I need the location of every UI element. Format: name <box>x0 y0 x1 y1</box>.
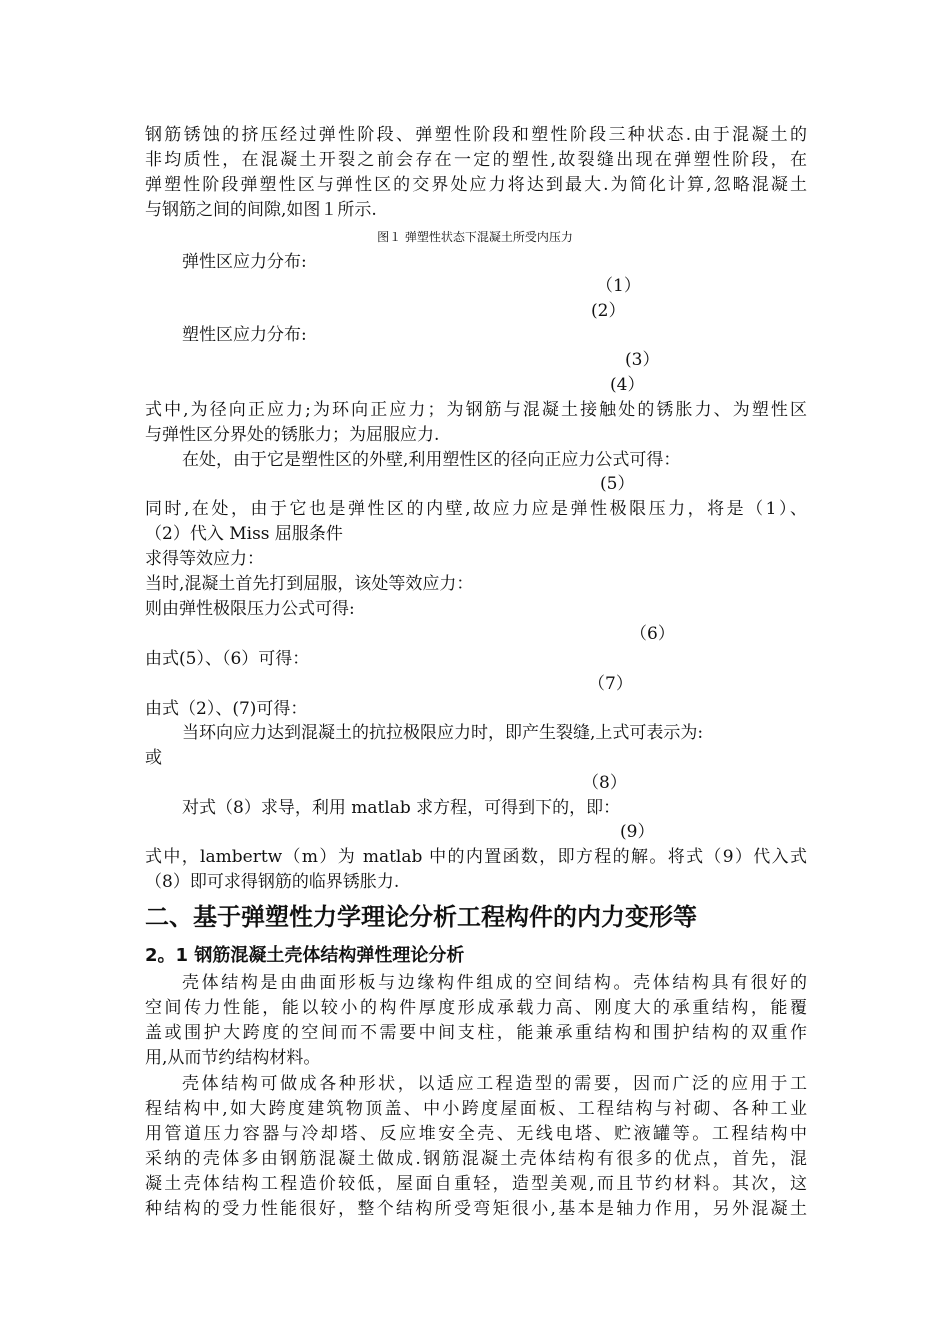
para2-line-1: 壳体结构可做成各种形状，以适应工程造型的需要，因而广泛的应用于工 <box>182 1074 807 1094</box>
equation-number-1: （1） <box>596 276 641 296</box>
equation-number-3: (3） <box>625 350 660 370</box>
equation-number-5: (5） <box>600 474 635 494</box>
subsection-heading: 2。1 钢筋混凝土壳体结构弹性理论分析 <box>145 945 465 966</box>
elastic-zone-label: 弹性区应力分布: <box>182 252 307 272</box>
para1-line-4: 用,从而节约结构材料。 <box>145 1048 321 1068</box>
equation-number-2: (2） <box>591 301 626 321</box>
lambertw-line-2: （8）即可求得钢筋的临界锈胀力. <box>145 872 400 892</box>
yield-text: 当时,混凝土首先打到屈服，该处等效应力： <box>145 574 474 594</box>
from-5-6-text: 由式(5）、（6）可得： <box>145 649 310 669</box>
equation-number-4: (4） <box>610 375 645 395</box>
notation-line-2: 与弹性区分界处的锈胀力；为屈服应力. <box>145 425 440 445</box>
from-2-7-text: 由式（2）、(7)可得： <box>145 699 308 719</box>
hoop-stress-text: 当环向应力达到混凝土的抗拉极限应力时，即产生裂缝,上式可表示为: <box>182 723 704 743</box>
para1-line-3: 盖或围护大跨度的空间而不需要中间支柱，能兼承重结构和围护结构的双重作 <box>145 1023 807 1043</box>
notation-line-1: 式中,为径向正应力;为环向正应力；为钢筋与混凝土接触处的锈胀力、为塑性区 <box>145 400 807 420</box>
intro-line-2: 非均质性，在混凝土开裂之前会存在一定的塑性,故裂缝出现在弹塑性阶段，在 <box>145 150 807 170</box>
section-heading: 二、基于弹塑性力学理论分析工程构件的内力变形等 <box>145 903 697 931</box>
or-text: 或 <box>145 748 162 768</box>
para2-line-3: 用管道压力容器与冷却塔、反应堆安全壳、无线电塔、贮液罐等。工程结构中 <box>145 1124 807 1144</box>
intro-line-1: 钢筋锈蚀的挤压经过弹性阶段、弹塑性阶段和塑性阶段三种状态.由于混凝土的 <box>145 125 807 145</box>
equation-number-6: （6） <box>630 624 675 644</box>
intro-line-4: 与钢筋之间的间隙,如图１所示. <box>145 200 377 220</box>
equation-number-7: （7） <box>588 674 633 694</box>
para2-line-4: 采纳的壳体多由钢筋混凝土做成.钢筋混凝土壳体结构有很多的优点，首先，混 <box>145 1149 807 1169</box>
lambertw-line-1: 式中，lambertw（m）为 matlab 中的内置函数，即方程的解。将式（9）代入式 <box>145 847 807 867</box>
para2-line-5: 凝土壳体结构工程造价较低，屋面自重轻，造型美观,而且节约材料。其次，这 <box>145 1174 807 1194</box>
boundary-text: 在处，由于它是塑性区的外壁,利用塑性区的径向正应力公式可得： <box>182 450 681 470</box>
para1-line-2: 空间传力性能，能以较小的构件厚度形成承载力高、刚度大的承重结构，能覆 <box>145 998 807 1018</box>
equation-number-8: （8） <box>582 773 627 793</box>
figure-caption: 图１ 弹塑性状态下混凝土所受内压力 <box>377 230 573 244</box>
para1-line-1: 壳体结构是由曲面形板与边缘构件组成的空间结构。壳体结构具有很好的 <box>182 973 807 993</box>
intro-line-3: 弹塑性阶段弹塑性区与弹性区的交界处应力将达到最大.为简化计算,忽略混凝土 <box>145 175 807 195</box>
simultaneous-line-1: 同时,在处，由于它也是弹性区的内壁,故应力应是弹性极限压力，将是（1）、 <box>145 499 807 519</box>
para2-line-6: 种结构的受力性能很好，整个结构所受弯矩很小,基本是轴力作用，另外混凝土 <box>145 1199 807 1219</box>
plastic-zone-label: 塑性区应力分布: <box>182 325 307 345</box>
elastic-limit-text: 则由弹性极限压力公式可得: <box>145 599 355 619</box>
equivalent-stress-text: 求得等效应力： <box>145 549 264 569</box>
para2-line-2: 程结构中,如大跨度建筑物顶盖、中小跨度屋面板、工程结构与衬砌、各种工业 <box>145 1099 807 1119</box>
simultaneous-line-2: （2）代入 Miss 屈服条件 <box>145 524 343 544</box>
equation-number-9: (9） <box>620 822 655 842</box>
derive-text: 对式（8）求导，利用 matlab 求方程，可得到下的，即： <box>182 798 621 818</box>
